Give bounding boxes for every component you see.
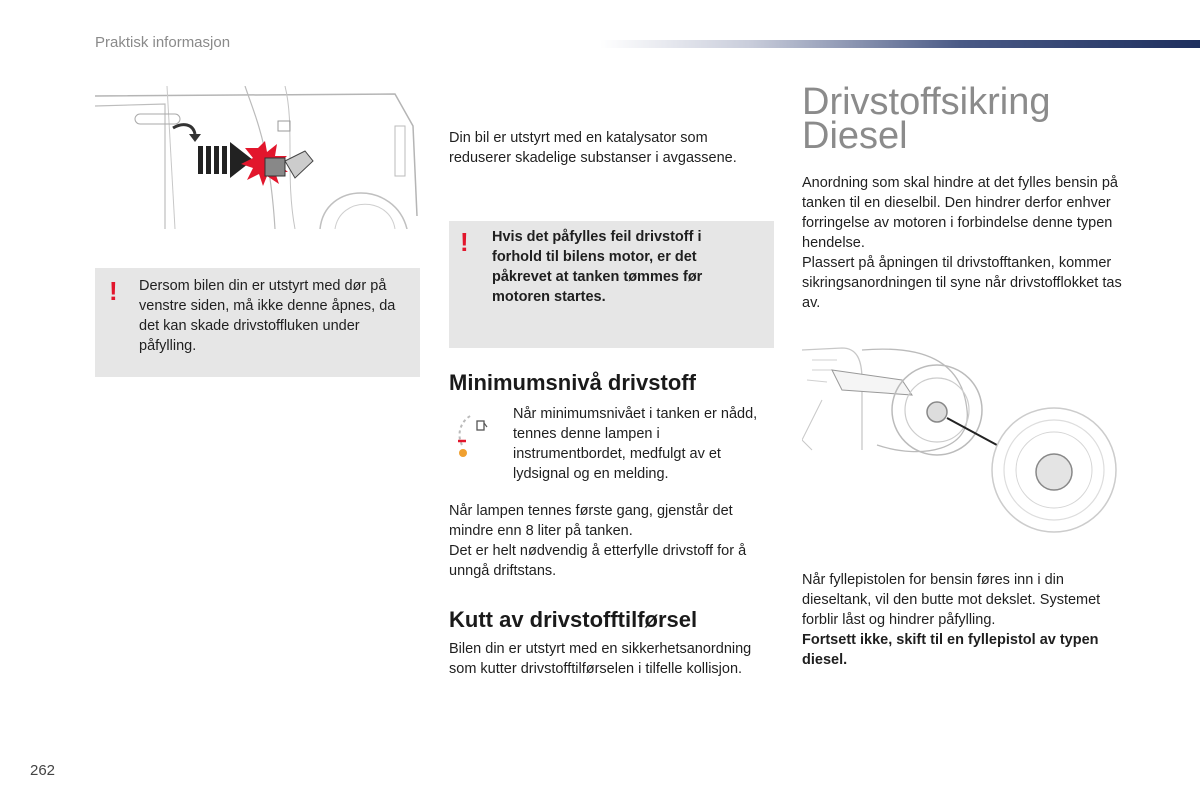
- header-gradient-bar: [600, 40, 1200, 48]
- misfuel-para3: Når fyllepistolen for bensin føres inn i din dieseltank, vil den butte mot dekslet. Systemet forblir låst og hindrer påfylling.: [802, 572, 1101, 628]
- fuel-flap-illustration: [95, 86, 420, 229]
- warning-icon: !: [460, 227, 469, 257]
- min-level-heading: Minimumsnivå drivstoff: [449, 370, 696, 395]
- warning-icon: !: [109, 276, 118, 306]
- catalyst-intro: Din bil er utstyrt med en katalysator som reduserer skadelige substanser i avgassene.: [449, 130, 737, 166]
- door-warning-box: [95, 268, 420, 377]
- misfuel-para1: Anordning som skal hindre at det fylles bensin på tanken til en dieselbil. Den hindrer derfor enhver forringelse av motoren i forbindelse denne typen hendelse.: [802, 175, 1118, 251]
- cutoff-heading: Kutt av drivstofftilførsel: [449, 607, 698, 632]
- page-number: 262: [30, 762, 56, 779]
- cutoff-text: Bilen din er utstyrt med en sikkerhetsanordning som kutter drivstofftilførselen i tilfelle kollisjon.: [449, 641, 752, 677]
- door-warning-text: Dersom bilen din er utstyrt med dør på venstre siden, må ikke denne åpnes, da det kan skade drivstoffluken under påfylling.: [139, 278, 396, 354]
- fuel-warning-box: [449, 221, 774, 348]
- section-title-line2: Diesel: [802, 115, 908, 157]
- section-title-line1: Drivstoffsikring: [802, 81, 1051, 123]
- fuel-gauge-low-icon: [452, 405, 500, 461]
- min-level-lamp-text: Når minimumsnivået i tanken er nådd, tennes denne lampen i instrumentbordet, medfulgt av et lydsignal og en melding.: [513, 406, 758, 482]
- section-label: Praktisk informasjon: [95, 34, 231, 51]
- misfuel-device-illustration: [802, 340, 1127, 540]
- min-level-para2: Det er helt nødvendig å etterfylle drivstoff for å unngå driftstans.: [449, 543, 747, 579]
- min-level-para1: Når lampen tennes første gang, gjenstår det mindre enn 8 liter på tanken.: [449, 503, 733, 539]
- misfuel-para2: Plassert på åpningen til drivstofftanken, kommer sikringsanordningen til syne når drivstofflokket tas av.: [802, 255, 1122, 311]
- misfuel-para4: Fortsett ikke, skift til en fyllepistol av typen diesel.: [802, 632, 1099, 668]
- fuel-warning-text: Hvis det påfylles feil drivstoff i forhold til bilens motor, er det påkrevet at tanken tømmes før motoren startes.: [492, 229, 703, 305]
